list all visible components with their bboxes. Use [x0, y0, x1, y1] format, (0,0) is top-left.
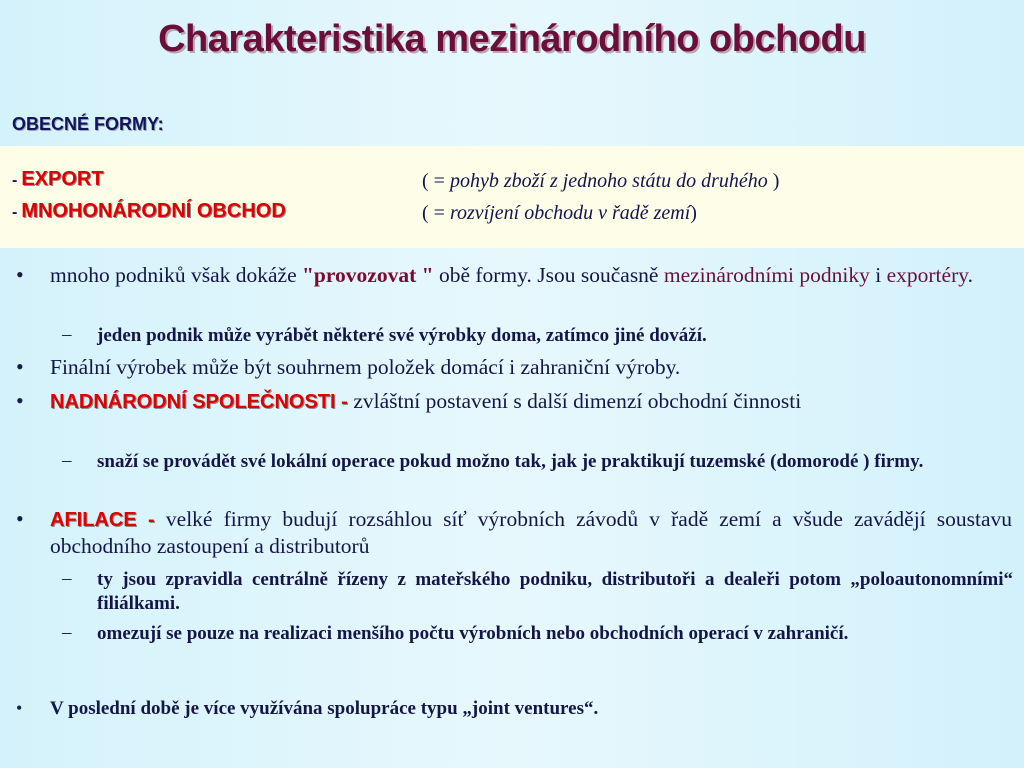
form-term-export: EXPORT	[21, 168, 104, 190]
list-subitem-text: ty jsou zpravidla centrálně řízeny z mateřského podniku, distributoři a dealeři potom „poloautonomními“ filiálkami.	[97, 569, 1013, 614]
list-item-text: Finální výrobek může být souhrnem položek domácí i zahraniční výroby.	[50, 355, 681, 379]
sub-marker: –	[62, 568, 72, 589]
form-definition: ( = pohyb zboží z jednoho státu do druhého )	[422, 170, 780, 192]
sub-marker: –	[62, 622, 72, 643]
bullet-marker: •	[16, 698, 23, 718]
bullet-marker: •	[16, 262, 24, 287]
list-item-text: V poslední době je více využívána spolupráce typu „joint ventures“.	[50, 698, 599, 719]
bullet-marker: •	[16, 354, 24, 379]
section-heading: OBECNÉ FORMY:	[12, 114, 164, 134]
forms-box	[0, 146, 1024, 248]
list-item-text: NADNÁRODNÍ SPOLEČNOSTI - zvláštní postavení s další dimenzí obchodní činnosti	[50, 389, 802, 413]
list-item-text: AFILACE - velké firmy budují rozsáhlou síť výrobních závodů v řadě zemí a všude zavádějí soustavu obchodního zastoupení a distributorů	[50, 507, 1012, 558]
form-dash: -	[12, 172, 18, 189]
sub-marker: –	[62, 324, 72, 345]
form-row-export	[12, 168, 1012, 198]
form-row-multinational-trade	[12, 200, 1012, 230]
sub-marker: –	[62, 450, 72, 471]
form-definition: ( = rozvíjení obchodu v řadě zemí)	[422, 202, 697, 224]
list-subitem-text: snaží se provádět své lokální operace pokud možno tak, jak je praktikují tuzemské (domorodé ) firmy.	[97, 451, 924, 472]
list-subitem-text: omezují se pouze na realizaci menšího počtu výrobních nebo obchodních operací v zahraničí.	[97, 623, 849, 644]
list-item-text: mnoho podniků však dokáže "provozovat " obě formy. Jsou současně mezinárodními podniky i exportéry.	[50, 263, 973, 287]
form-term-multinational-trade: MNOHONÁRODNÍ OBCHOD	[21, 200, 286, 222]
bullet-marker: •	[16, 506, 24, 531]
bullet-marker: •	[16, 388, 24, 413]
page-title: Charakteristika mezinárodního obchodu	[158, 18, 866, 60]
form-dash: -	[12, 204, 18, 221]
list-subitem-text: jeden podnik může vyrábět některé své výrobky doma, zatímco jiné dováží.	[97, 325, 707, 346]
